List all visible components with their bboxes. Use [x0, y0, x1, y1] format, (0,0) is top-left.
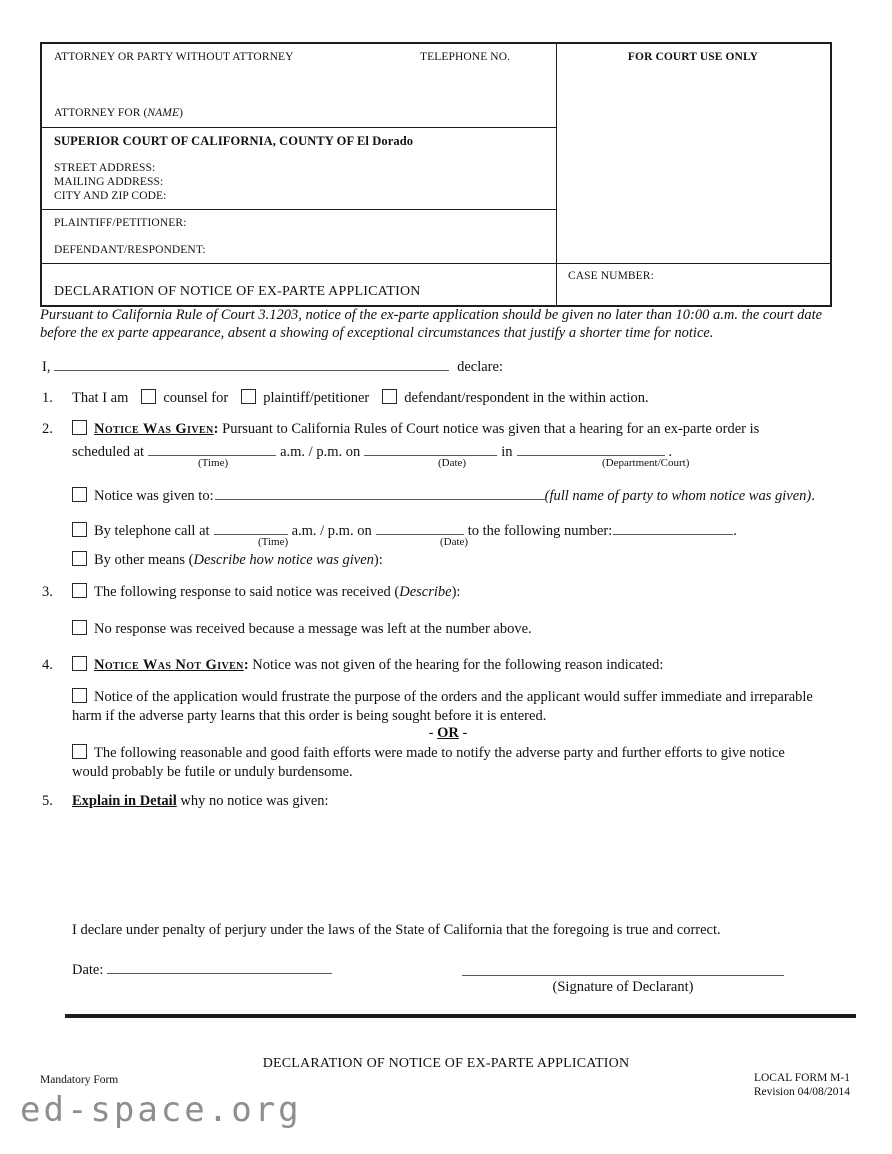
item-2-line-2: [72, 440, 672, 461]
or-pre: -: [428, 725, 438, 741]
revision-date: Revision 04/08/2014: [753, 1086, 850, 1098]
item-3-hint: Describe: [399, 584, 452, 600]
date-field[interactable]: [107, 958, 332, 974]
signature-field[interactable]: [462, 958, 784, 976]
item-5-number: 5.: [42, 793, 53, 809]
or-word: OR: [437, 725, 459, 741]
item-3: [42, 583, 460, 601]
ampm-on-label: a.m. / p.m. on: [280, 444, 361, 460]
declarant-line: [42, 355, 503, 376]
scheduled-at-label: scheduled at: [72, 444, 145, 460]
call-time-field[interactable]: [214, 519, 288, 535]
or-separator: [72, 725, 824, 742]
caption-divider-3: [42, 263, 830, 264]
item-5-heading: Explain in Detail: [72, 793, 177, 809]
frustrate-option-line: [72, 688, 824, 726]
item-1: [42, 389, 649, 407]
local-form-code: LOCAL FORM M-1: [753, 1072, 850, 1084]
item-5-rest: why no notice was given:: [176, 793, 329, 809]
call-date-sublabel: (Date): [440, 536, 469, 548]
item-4-colon: :: [243, 657, 249, 673]
perjury-statement: I declare under penalty of perjury under the laws of the State of California that the foregoing is true and correct.: [72, 922, 721, 938]
rule-notice-paragraph: Pursuant to California Rule of Court 3.1203, notice of the ex-parte application should be given no later than 10:00 a.m. the court date before the ex parte appearance, absent a showing of exceptional circumstances that justify a shorter time for notice.: [40, 307, 823, 341]
telephone-lead-label: By telephone call at: [94, 523, 210, 539]
item-3-number: 3.: [42, 584, 53, 600]
signature-line: [462, 958, 784, 981]
item-4-heading: Notice Was Not Given: [94, 657, 244, 673]
notice-given-to-period: .: [811, 488, 815, 504]
mandatory-form-label: Mandatory Form: [40, 1074, 119, 1086]
declarant-suffix: declare:: [453, 359, 503, 375]
mailing-address-label: MAILING ADDRESS:: [54, 176, 164, 188]
city-zip-label: CITY AND ZIP CODE:: [54, 190, 167, 202]
explanation-field[interactable]: [42, 815, 842, 910]
dept-sublabel: (Department/Court): [602, 457, 690, 469]
signature-caption: (Signature of Declarant): [552, 979, 694, 995]
defendant-label: DEFENDANT/RESPONDENT:: [54, 244, 206, 256]
call-time-sublabel: (Time): [258, 536, 289, 548]
notice-given-to-hint: (full name of party to whom notice was given): [544, 488, 812, 504]
phone-number-field[interactable]: [613, 519, 733, 535]
item-4-number: 4.: [42, 657, 53, 673]
item-3-close: ):: [451, 584, 461, 600]
hearing-dept-field[interactable]: [517, 440, 665, 456]
option-defendant-label: defendant/respondent in the within action.: [404, 390, 649, 406]
notice-given-to-field[interactable]: [215, 484, 545, 500]
checkbox-counsel[interactable]: [141, 389, 156, 404]
court-use-only-label: FOR COURT USE ONLY: [627, 51, 759, 63]
footer-title: DECLARATION OF NOTICE OF EX-PARTE APPLICATION: [262, 1056, 630, 1071]
checkbox-by-other-means[interactable]: [72, 551, 87, 566]
caption-box: [40, 42, 832, 307]
item-4: [42, 656, 663, 674]
telephone-ampm-label: a.m. / p.m. on: [291, 523, 372, 539]
caption-vertical-divider: [556, 44, 557, 305]
telephone-call-line: [72, 519, 737, 540]
item-3-open: The following response to said notice was received (: [94, 584, 400, 600]
checkbox-frustrate-purpose[interactable]: [72, 688, 87, 703]
item-1-lead: That I am: [72, 390, 129, 406]
attorney-for-close: ): [179, 107, 184, 119]
date-label: Date:: [72, 962, 104, 978]
form-code-block: [754, 1071, 850, 1099]
notice-given-to-line: [72, 484, 815, 505]
checkbox-notice-given-to[interactable]: [72, 487, 87, 502]
option-counsel-label: counsel for: [163, 390, 229, 406]
telephone-period: .: [733, 523, 737, 539]
item-2-line-1: [42, 420, 759, 438]
hearing-time-field[interactable]: [148, 440, 276, 456]
date-sublabel: (Date): [438, 457, 467, 469]
item-2-heading: Notice Was Given: [94, 421, 214, 437]
item-4-rest: Notice was not given of the hearing for the following reason indicated:: [248, 657, 664, 673]
checkbox-good-faith-efforts[interactable]: [72, 744, 87, 759]
item-5: [42, 793, 329, 810]
in-label: in: [501, 444, 513, 460]
declarant-prefix: I,: [42, 359, 51, 375]
no-response-label: No response was received because a message was left at the number above.: [94, 621, 532, 637]
time-sublabel: (Time): [198, 457, 229, 469]
attorney-party-label: ATTORNEY OR PARTY WITHOUT ATTORNEY: [54, 51, 294, 63]
checkbox-by-telephone[interactable]: [72, 522, 87, 537]
declarant-name-field[interactable]: [54, 355, 449, 371]
or-post: -: [458, 725, 468, 741]
telephone-label: TELEPHONE NO.: [420, 51, 511, 63]
court-name: SUPERIOR COURT OF CALIFORNIA, COUNTY OF El Dorado: [54, 134, 414, 148]
attorney-for-label: [54, 107, 183, 119]
checkbox-response-received[interactable]: [72, 583, 87, 598]
item-1-number: 1.: [42, 390, 53, 406]
checkbox-notice-not-given[interactable]: [72, 656, 87, 671]
footer-rule: [65, 1014, 856, 1018]
other-means-close: ):: [373, 552, 383, 568]
no-response-line: [72, 620, 532, 638]
item-2-period: .: [668, 444, 673, 460]
other-means-hint: Describe how notice was given: [193, 552, 374, 568]
checkbox-no-response[interactable]: [72, 620, 87, 635]
other-means-open: By other means (: [94, 552, 194, 568]
case-number-field[interactable]: [570, 286, 820, 304]
call-date-field[interactable]: [376, 519, 464, 535]
plaintiff-label: PLAINTIFF/PETITIONER:: [54, 217, 187, 229]
case-number-label: CASE NUMBER:: [568, 270, 654, 282]
caption-divider-2: [42, 209, 556, 210]
item-2-lead-rest: Pursuant to California Rules of Court notice was given that a hearing for an ex-parte order is: [218, 421, 760, 437]
hearing-date-field[interactable]: [364, 440, 497, 456]
watermark: ed-space.org: [20, 1090, 302, 1130]
other-means-line: [72, 551, 383, 569]
option-plaintiff-label: plaintiff/petitioner: [263, 390, 370, 406]
date-line: [72, 958, 336, 979]
checkbox-plaintiff[interactable]: [241, 389, 256, 404]
notice-given-to-label: Notice was given to:: [94, 488, 214, 504]
frustrate-option-label: Notice of the application would frustrate the purpose of the orders and the applicant would suffer immediate and irreparable harm if the adverse party learns that this order is being sought before it is entered.: [72, 689, 813, 724]
attorney-for-name: NAME: [147, 107, 180, 119]
efforts-option-label: The following reasonable and good faith efforts were made to notify the adverse party and further efforts to give notice would probably be futile or unduly burdensome.: [72, 745, 785, 780]
efforts-option-line: [72, 744, 824, 782]
item-2-colon: :: [213, 421, 219, 437]
form-title-caption: DECLARATION OF NOTICE OF EX-PARTE APPLICATION: [54, 284, 421, 299]
checkbox-notice-was-given[interactable]: [72, 420, 87, 435]
checkbox-defendant[interactable]: [382, 389, 397, 404]
street-address-label: STREET ADDRESS:: [54, 162, 156, 174]
telephone-number-label: to the following number:: [467, 523, 613, 539]
attorney-for-open: ATTORNEY FOR (: [54, 107, 148, 119]
item-2-number: 2.: [42, 421, 53, 437]
caption-divider-1: [42, 127, 556, 128]
